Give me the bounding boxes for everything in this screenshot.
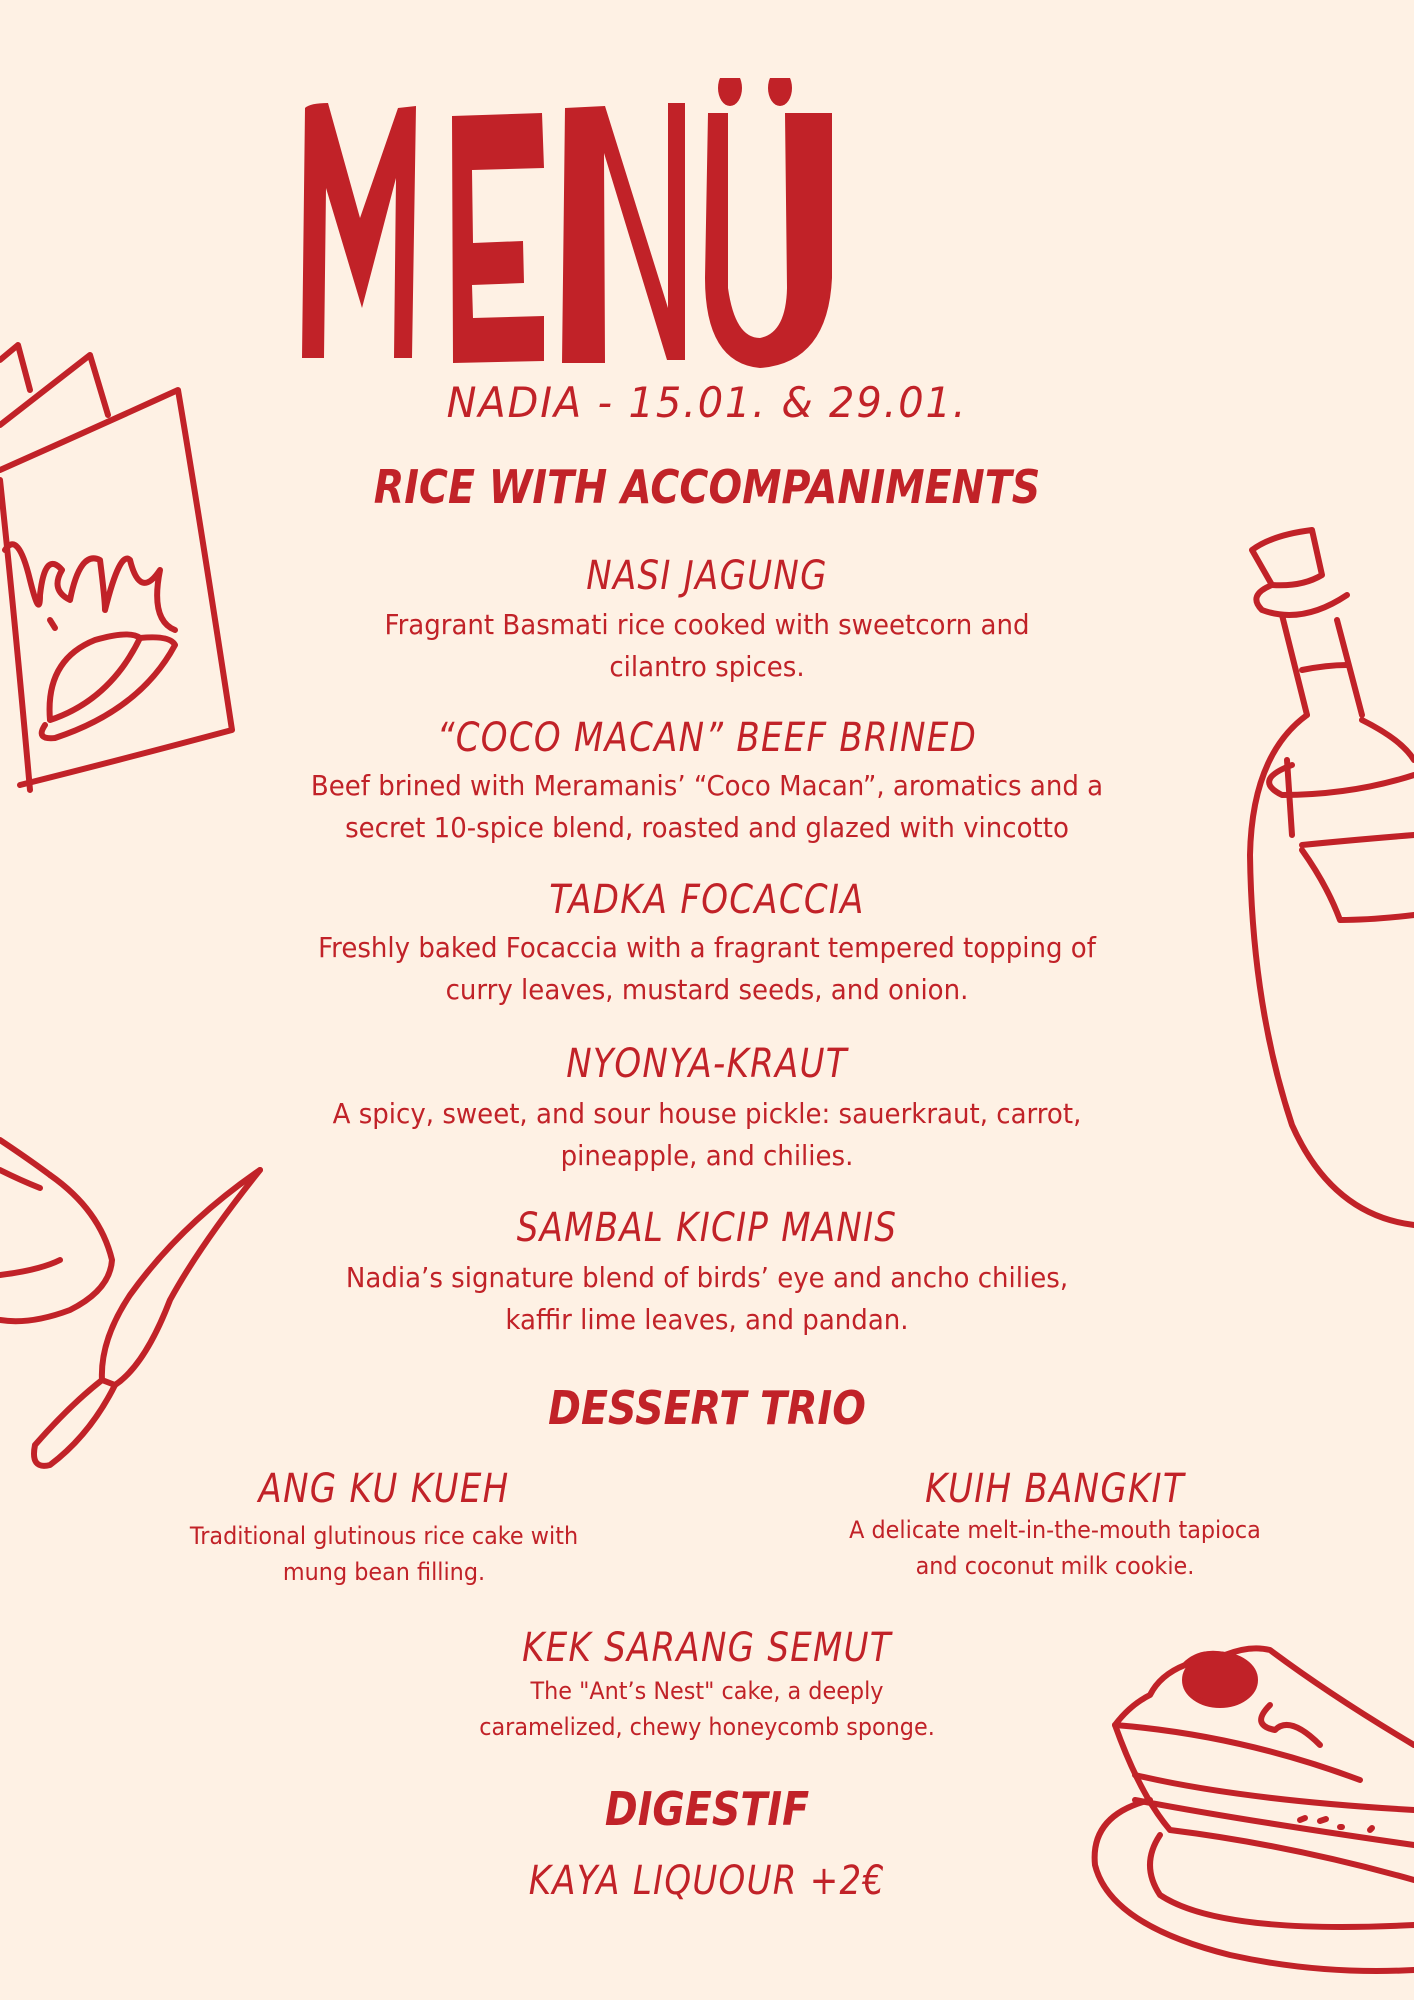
section-title-digestif: DIGESTIF xyxy=(604,1782,810,1836)
digestif-item: KAYA LIQUOUR +2€ xyxy=(528,1858,886,1904)
description-line: Beef brined with Meramanis’ “Coco Macan”, aromatics and a xyxy=(310,769,1104,802)
dish-name: NASI JAGUNG xyxy=(586,553,828,599)
section-title-rice: RICE WITH ACCOMPANIMENTS xyxy=(373,460,1041,514)
description-line: Traditional glutinous rice cake with xyxy=(189,1522,579,1550)
description-line: caramelized, chewy honeycomb sponge. xyxy=(479,1713,935,1741)
description-line: curry leaves, mustard seeds, and onion. xyxy=(445,973,969,1006)
dish-description xyxy=(809,1512,1302,1584)
dish-name: ANG KU KUEH xyxy=(258,1466,510,1512)
description-line: mung bean filling. xyxy=(282,1558,486,1586)
description-line: Freshly baked Focaccia with a fragrant tempered topping of xyxy=(318,931,1096,964)
description-line: secret 10-spice blend, roasted and glazed with vincotto xyxy=(345,811,1069,844)
dish-description xyxy=(49,604,1364,688)
description-line: and coconut milk cookie. xyxy=(915,1552,1195,1580)
dish-name: KEK SARANG SEMUT xyxy=(522,1625,892,1671)
description-line: kaffir lime leaves, and pandan. xyxy=(505,1303,909,1336)
description-line: Fragrant Basmati rice cooked with sweetcorn and xyxy=(384,608,1030,641)
dessert-left-column xyxy=(134,1466,634,1590)
description-line: The "Ant’s Nest" cake, a deeply xyxy=(530,1677,884,1705)
dish-description xyxy=(152,1518,617,1590)
dish-name: NYONYA-KRAUT xyxy=(566,1041,848,1087)
dish-name: “COCO MACAN” BEEF BRINED xyxy=(436,715,978,761)
event-subtitle: NADIA - 15.01. & 29.01. xyxy=(446,378,968,427)
dish-description xyxy=(49,927,1364,1011)
description-line: Nadia’s signature blend of birds’ eye and ancho chilies, xyxy=(345,1261,1069,1294)
dish-description xyxy=(49,765,1364,849)
menu-title xyxy=(290,78,1090,368)
description-line: pineapple, and chilies. xyxy=(560,1139,854,1172)
dish-name: KUIH BANGKIT xyxy=(925,1466,1185,1512)
section-title-dessert: DESSERT TRIO xyxy=(548,1381,866,1435)
dish-description xyxy=(49,1093,1364,1177)
dish-name: SAMBAL KICIP MANIS xyxy=(516,1205,898,1251)
dessert-right-column xyxy=(790,1466,1320,1584)
dish-description xyxy=(49,1257,1364,1341)
description-line: cilantro spices. xyxy=(609,650,805,683)
description-line: A spicy, sweet, and sour house pickle: sauerkraut, carrot, xyxy=(332,1097,1082,1130)
description-line: A delicate melt-in-the-mouth tapioca xyxy=(849,1516,1261,1544)
dish-name: TADKA FOCACCIA xyxy=(549,877,865,923)
dish-description xyxy=(49,1673,1364,1745)
